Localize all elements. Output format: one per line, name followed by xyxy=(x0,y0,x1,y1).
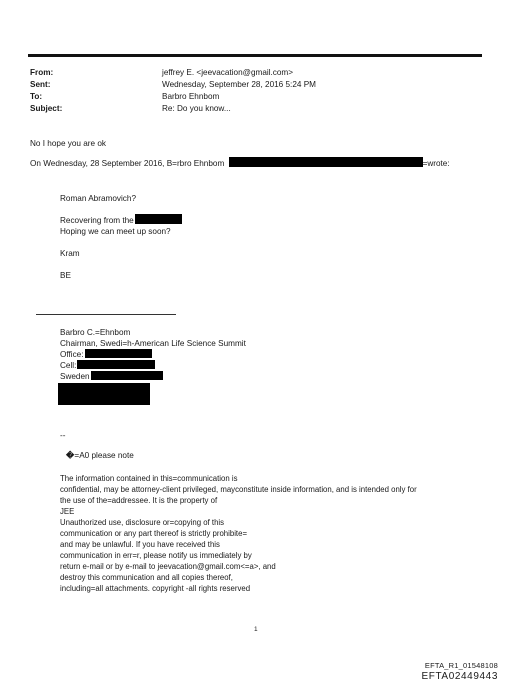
bates-ref-1: EFTA_R1_01548108 xyxy=(424,661,498,670)
quote-intro-suffix: =wrote: xyxy=(422,159,450,168)
signature-office xyxy=(60,349,152,360)
notice-line: JEE xyxy=(60,507,75,516)
sent-label: Sent: xyxy=(30,80,51,89)
quote-intro-prefix: On Wednesday, 28 September 2016, B=rbro Ehnbom xyxy=(30,159,225,168)
from-value: jeffrey E. <jeevacation@gmail.com> xyxy=(162,68,294,77)
note-text: =A0 please note xyxy=(74,451,134,460)
to-label: To: xyxy=(30,92,43,101)
cell-label: Cell: xyxy=(60,361,77,370)
signature-name: Barbro C.=Ehnbom xyxy=(60,328,131,337)
redaction-block xyxy=(58,383,150,405)
notice-line: communication or any part thereof is strictly prohibite= xyxy=(60,529,247,538)
notice-line: the use of the=addressee. It is the property of xyxy=(60,496,218,505)
signature-cell xyxy=(60,360,155,371)
quote-intro xyxy=(30,157,450,169)
office-label: Office: xyxy=(60,350,84,359)
redaction-cell xyxy=(77,360,155,369)
quoted-line-3: Hoping we can meet up soon? xyxy=(60,227,171,236)
note-line xyxy=(66,450,134,461)
signature-rule xyxy=(36,314,176,315)
notice-line: Unauthorized use, disclosure or=copying of this xyxy=(60,518,225,527)
notice-line: communication in err=r, please notify us immediately by xyxy=(60,551,252,560)
signature-country xyxy=(60,371,163,382)
redaction-email xyxy=(229,157,423,167)
reply-text: No I hope you are ok xyxy=(30,139,107,148)
notice-line: confidential, may be attorney-client privileged, mayconstitute inside information, and is intended only for xyxy=(60,485,417,494)
to-value: Barbro Ehnbom xyxy=(162,92,220,101)
header-rule xyxy=(28,54,482,57)
redaction-address xyxy=(91,371,163,380)
separator-dashes: -- xyxy=(60,431,66,440)
from-label: From: xyxy=(30,68,54,77)
page-number: 1 xyxy=(254,626,258,633)
signature-title: Chairman, Swedi=h-American Life Science Summit xyxy=(60,339,246,348)
bates-ref-2: EFTA02449443 xyxy=(421,671,498,682)
notice-line: destroy this communication and all copies thereof, xyxy=(60,573,233,582)
notice-line: and may be unlawful. If you have received this xyxy=(60,540,220,549)
quoted-line-2 xyxy=(60,214,182,226)
quoted-line-2-text: Recovering from the xyxy=(60,216,134,225)
notice-line: The information contained in this=communication is xyxy=(60,474,238,483)
quoted-line-1: Roman Abramovich? xyxy=(60,194,136,203)
subject-label: Subject: xyxy=(30,104,63,113)
subject-value: Re: Do you know... xyxy=(162,104,231,113)
sent-value: Wednesday, September 28, 2016 5:24 PM xyxy=(162,80,316,89)
replacement-char-icon: � xyxy=(66,451,75,460)
country-label: Sweden xyxy=(60,372,90,381)
redaction-recovering xyxy=(135,214,182,224)
notice-line: return e-mail or by e-mail to jeevacation@gmail.com<=a>, and xyxy=(60,562,276,571)
redaction-office xyxy=(85,349,152,358)
notice-line: including=all attachments. copyright -all rights reserved xyxy=(60,584,251,593)
quoted-line-5: BE xyxy=(60,271,71,280)
quoted-line-4: Kram xyxy=(60,249,80,258)
